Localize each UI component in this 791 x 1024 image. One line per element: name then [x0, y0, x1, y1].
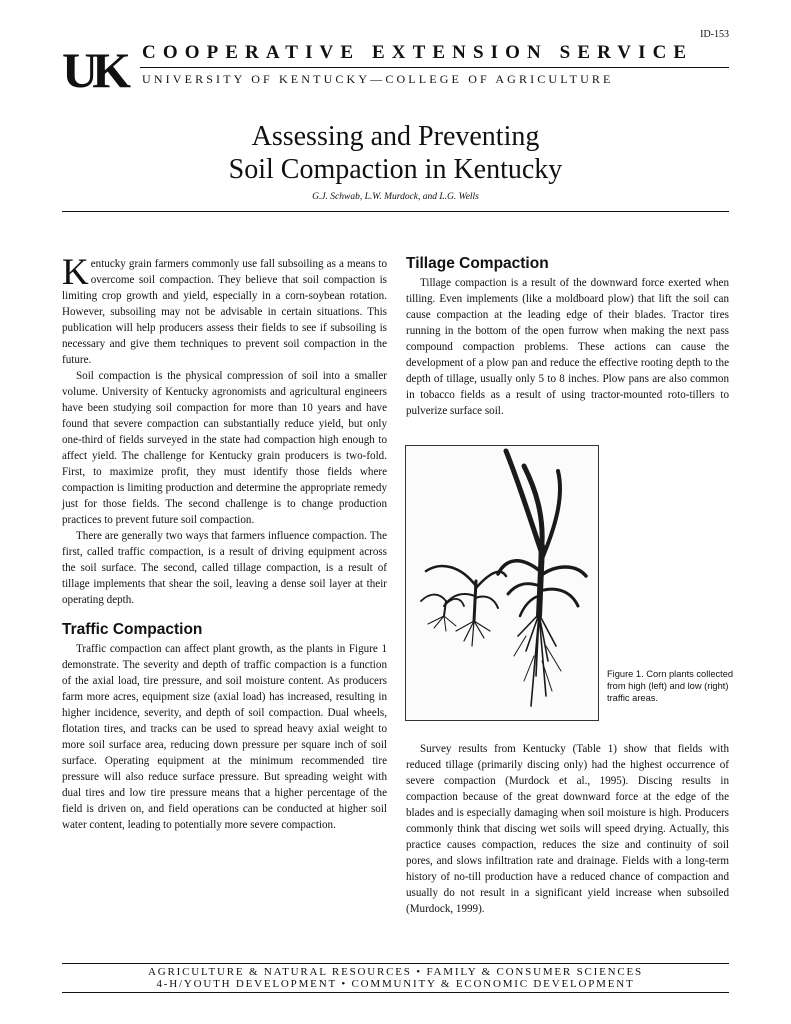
intro-paragraph-1-text: entucky grain farmers commonly use fall subsoiling as a means to overcome soil compaction. They believe that soil compaction is limiting crop growth and yield, especially in a corn-soybean rotation. However, subsoiling may not be advisable in certain situations. This publication will help producers assess their fields to see if subsoiling is necessary and give them techniques to prevent soil compaction in the future.: [62, 258, 387, 366]
page-title: [62, 120, 729, 186]
corn-plants-image: [406, 446, 598, 720]
footer-divider-top: [62, 963, 729, 964]
uk-logo: [62, 44, 132, 92]
authors: G.J. Schwab, L.W. Murdock, and L.G. Wells: [312, 192, 479, 202]
title-line-2: Soil Compaction in Kentucky: [228, 154, 563, 185]
header-service-name: COOPERATIVE EXTENSION SERVICE: [142, 42, 694, 63]
right-column-lower: [406, 741, 729, 917]
right-column: [406, 256, 729, 419]
intro-paragraph-2: Soil compaction is the physical compression of soil into a smaller volume. University of Kentucky agronomists and agricultural engineers have been studying soil compaction for more than 10 years and have found that severe compaction can substantially reduce yield, but only one-third of fields surveyed in the state had compaction high enough to affect yield. The challenge for Kentucky grain producers is two-fold. First, to maximize profit, they must identify those fields where compaction is limiting production and determine the appropriate remedy just for those fields. The second challenge is to change production practices to prevent future soil compaction.: [62, 370, 387, 526]
left-column: [62, 252, 387, 833]
figure-1-caption: Figure 1. Corn plants collected from high (left) and low (right) traffic areas.: [607, 669, 734, 703]
traffic-compaction-heading: Traffic Compaction: [62, 621, 203, 638]
header-divider: [140, 67, 729, 68]
header-university-name: UNIVERSITY OF KENTUCKY—COLLEGE OF AGRICULTURE: [142, 72, 614, 86]
uk-logo-text: UK: [62, 44, 125, 92]
footer-line-2: 4-H/YOUTH DEVELOPMENT • COMMUNITY & ECONOMIC DEVELOPMENT: [156, 978, 635, 990]
footer-line-1: AGRICULTURE & NATURAL RESOURCES • FAMILY & CONSUMER SCIENCES: [148, 966, 643, 978]
title-line-1: Assessing and Preventing: [251, 121, 540, 152]
publication-id: ID-153: [700, 29, 729, 40]
tillage-paragraph-2: Survey results from Kentucky (Table 1) show that fields with reduced tillage (primarily discing only) had the highest occurrence of severe compaction (Murdock et al., 1995). Discing results in compaction because of the great downward force at the edge of the blades and is especially damaging when soil moisture is high. Producers commonly think that discing wet soils will speed drying. Actually, this practice causes compaction, reduces the size and continuity of soil pores, and slows infiltration rate and drainage. Fields with a long-term history of no-till production have a reduced chance of compaction and usually do not result in a significant yield increase when subsoiled (Murdock, 1999).: [406, 743, 729, 915]
traffic-paragraph-1: Traffic compaction can affect plant growth, as the plants in Figure 1 demonstrate. The severity and depth of traffic compaction is a function of the axial load, tire pressure, and soil moisture content. As producers farm more acres, equipment size (axial load) has increased, resulting in higher incidence, severity, and depth of soil compaction. Dual wheels, flotation tires, and tracks can be used to spread heavy axial weight to more soil surface area, reducing down pressure per square inch of soil surface. Operating equipment at the minimum recommended tire pressure will also reduce surface pressure. But spreading weight with dual tires and low tire pressure means that a higher percentage of the field is driven on, and field operations can be conducted at higher soil water content, leading to potentially more severe compaction.: [62, 643, 387, 831]
intro-paragraph-3: There are generally two ways that farmers influence compaction. The first, called traffic compaction, is a result of driving equipment across the soil surface. The second, called tillage compaction, is a result of tillage implements that shear the soil, leaving a dense soil layer at their operating depth.: [62, 530, 387, 606]
dropcap: K: [62, 252, 89, 293]
tillage-paragraph-1: Tillage compaction is a result of the downward force exerted when tilling. Even implements (like a moldboard plow) that lift the soil can cause compaction at the leading edge of their blades. Tractor tires running in the bottom of the open furrow when making the next pass compound compaction problems. These actions can cause the development of a plow pan and reduce the effective rooting depth to the depth of tillage, usually only 5 to 8 inches. Plow pans are also common in tobacco fields as a result of using tractor-mounted roto-tillers to pulverize surface soil.: [406, 277, 729, 417]
intro-paragraph-1: [62, 252, 387, 368]
tillage-compaction-heading: Tillage Compaction: [406, 255, 549, 272]
footer-divider-bottom: [62, 992, 729, 993]
figure-1-photo: [405, 445, 599, 721]
title-divider: [62, 211, 729, 212]
